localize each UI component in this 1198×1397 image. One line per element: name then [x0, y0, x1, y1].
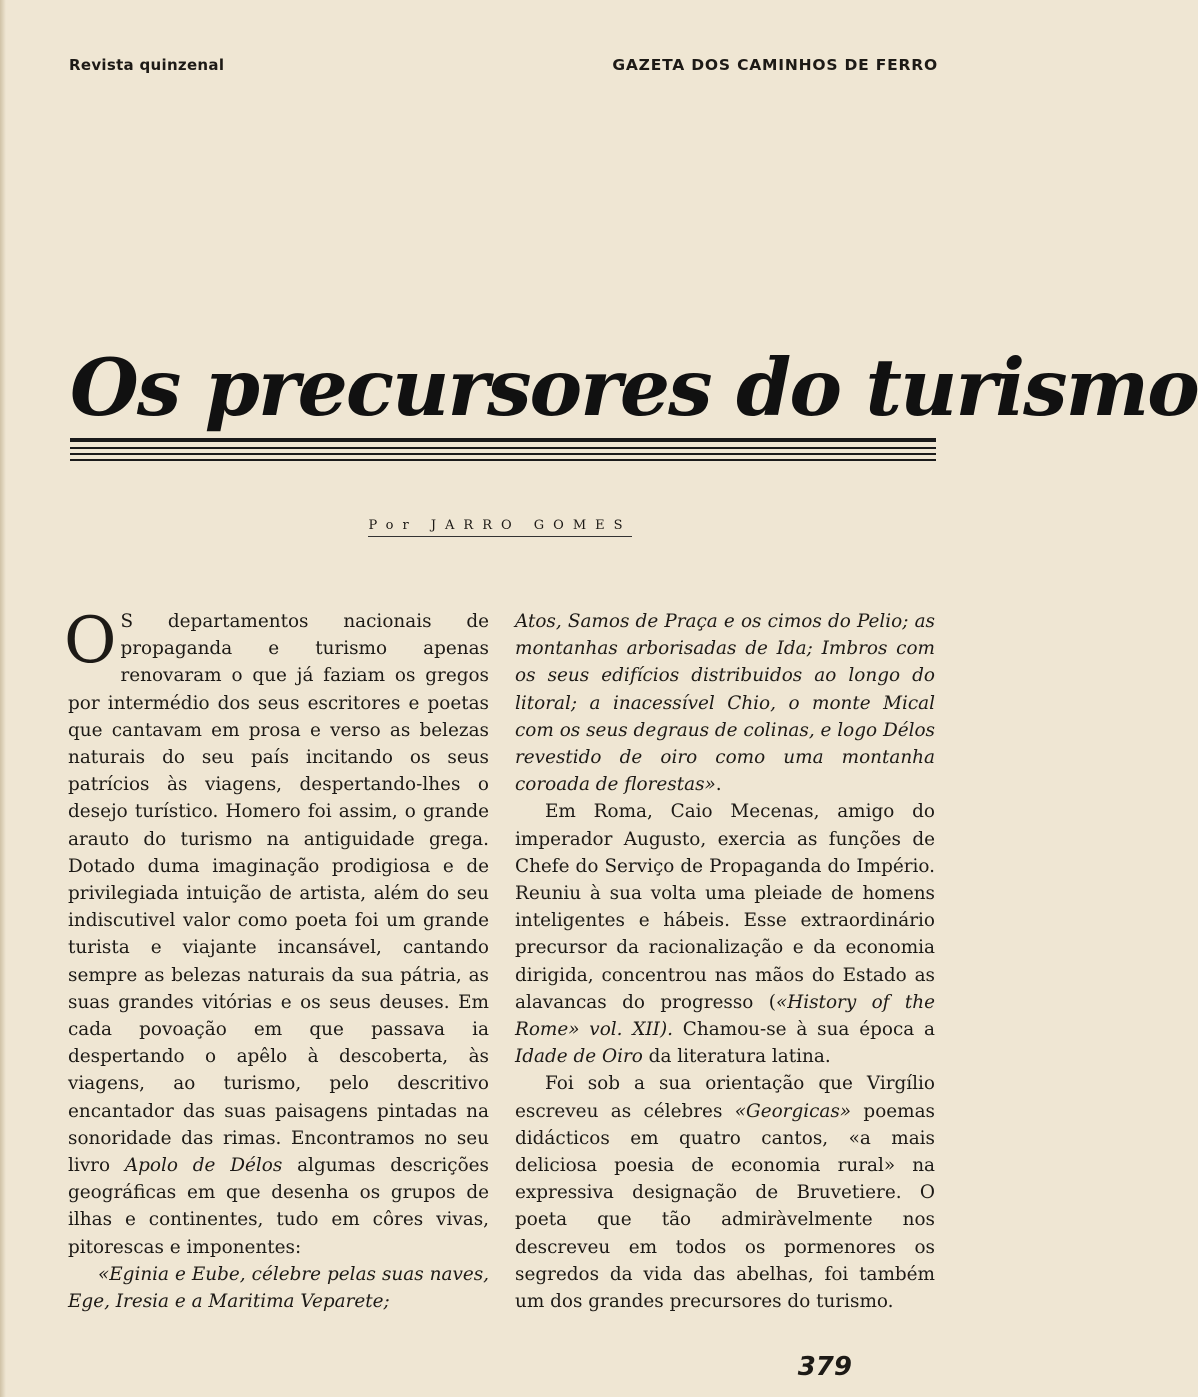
intro-text: S departamentos nacionais de propaganda e turismo apenas renovaram o que já faziam os gregos por intermédio dos seus escritores e poetas que cantavam em prosa e verso as belezas naturais do seu país incitando os seus patrícios às viagens, despertando-lhes o desejo turístico. Homero foi assim, o grande arauto do turismo na antiguidade grega. Dotado duma imaginação prodigiosa e de privilegiada intuição de artista, além do seu indiscutivel valor como poeta foi um grande turista e viajante incansável, cantando sempre as belezas naturais da sua pátria, as suas grandes vitórias e os seus deuses. Em cada povoação em que passava ia despertando o apêlo à descoberta, às viagens, ao turismo, pelo descritivo encantador das suas paisagens pintadas na sonoridade das rimas. Encontramos no seu livro [68, 611, 489, 1177]
paragraph-intro [64, 604, 489, 1261]
title-rule-thin-1 [70, 447, 936, 449]
golden-age-term: Idade de Oiro [515, 1046, 643, 1068]
rome-text-a: Em Roma, Caio Mecenas, amigo do imperador Augusto, exercia as funções de Chefe do Serviço de Propaganda do Império. Reuniu à sua volta uma pleiade de homens inteligentes e hábeis. Esse extraordinário precursor da racionalização e da economia dirigida, concentrou nas mãos do Estado as alavancas do progresso ( [515, 801, 935, 1013]
page-edge-shadow [0, 0, 6, 1397]
title-rule-thick [70, 438, 936, 442]
header-publication-frequency: Revista quinzenal [69, 56, 225, 74]
title-rule-thin-3 [70, 459, 936, 461]
article-byline [0, 518, 1000, 533]
georgicas-title: «Georgicas» [734, 1100, 852, 1122]
title-rule-thin-2 [70, 453, 936, 455]
drop-cap: O [64, 604, 117, 678]
intro-text-end: algumas descrições geográficas em que desenha os grupos de ilhas e continentes, tudo em côres vivas, pitorescas e imponentes: [68, 1155, 489, 1258]
virgil-text-b: poemas didácticos em quatro cantos, «a mais deliciosa poesia de economia rural» na expressiva designação de Bruvetiere. O poeta que tão admiràvelmente nos descreveu em todos os pormenores os segredos da vida das abelhas, foi também um dos grandes precursores do turismo. [515, 1100, 935, 1313]
quote-end: . [715, 774, 722, 796]
quote-continuation [515, 608, 935, 798]
paragraph-virgil [515, 1070, 935, 1315]
text-column-right [515, 608, 935, 1315]
page-number: 379 [797, 1352, 852, 1382]
rome-text-c: da literatura latina. [642, 1046, 831, 1068]
rome-text-b: Chamou-se à sua época a [672, 1019, 935, 1041]
book-title: Apolo de Délos [124, 1155, 283, 1177]
virgil-text-a: Foi sob a sua orientação que Virgílio escreveu as célebres [515, 1073, 935, 1122]
header-magazine-name: GAZETA DOS CAMINHOS DE FERRO [612, 56, 938, 74]
article-title: Os precursores do turismo [70, 341, 1198, 434]
quote-text: Atos, Samos de Praça e os cimos do Pelio; as montanhas arborisadas de Ida; Imbros com os seus edifícios distribuidos ao longo do litoral; a inacessível Chio, o monte Mical com os seus degraus de colinas, e logo Délos revestido de oiro como uma montanha coroada de florestas» [515, 611, 935, 796]
quote-start: «Eginia e Eube, célebre pelas suas naves, Ege, Iresia e a Maritima Veparete; [68, 1263, 489, 1313]
text-column-left [64, 604, 489, 1315]
history-reference: «History of the Rome» vol. XII). [515, 991, 935, 1041]
paragraph-rome [515, 798, 935, 1070]
byline-text: Por JARRO GOMES [368, 518, 631, 537]
